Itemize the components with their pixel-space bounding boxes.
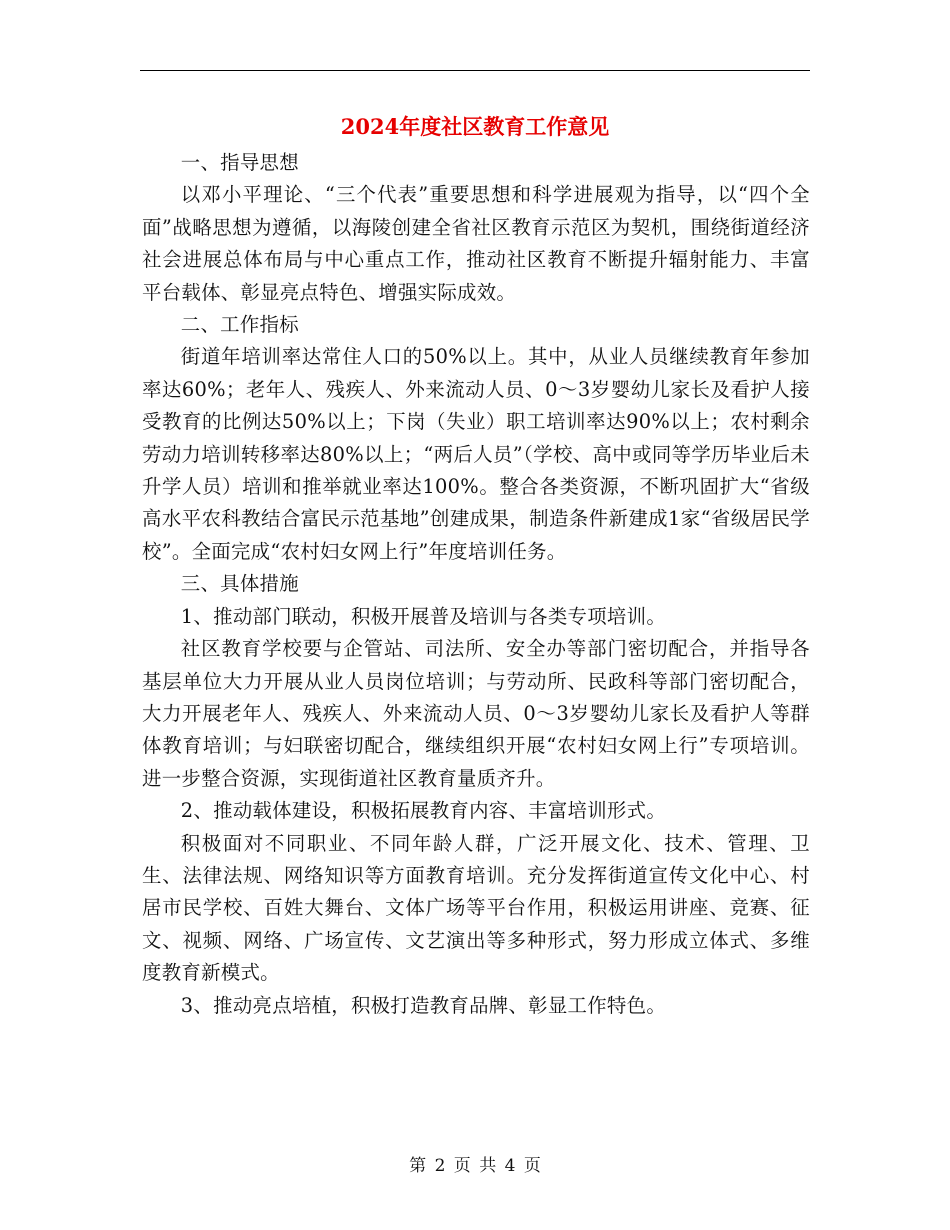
measure-heading-3: 3、推动亮点培植，积极打造教育品牌、彰显工作特色。 — [180, 993, 667, 1017]
header-rule — [140, 70, 810, 71]
section-heading-guiding-ideology: 一、指导思想 — [180, 151, 299, 174]
measure-heading-2: 2、推动载体建设，积极拓展教育内容、丰富培训形式。 — [180, 799, 667, 823]
measure-heading-1: 1、推动部门联动，积极开展普及培训与各类专项培训。 — [180, 604, 667, 628]
document-title: 2024年度社区教育工作意见 — [340, 114, 610, 139]
document-body — [142, 147, 810, 1022]
paragraph-work-targets: 街道年培训率达常住人口的50%以上。其中，从业人员继续教育年参加率达60%；老年人、残疾人、外来流动人员、0～3岁婴幼儿家长及看护人接受教育的比例达50%以上；下岗（失业）职工培训率达90%以上；农村剩余劳动力培训转移率达80%以上；“两后人员”（学校、高中或同等学历毕业后未升学人员）培训和推举就业率达100%。整合各类资源，不断巩固扩大“省级高水平农科教结合富民示范基地”创建成果，制造条件新建成1家“省级居民学校”。全面完成“农村妇女网上行”年度培训任务。 — [142, 345, 810, 563]
page-number-footer: 第 2 页 共 4 页 — [409, 1156, 541, 1176]
paragraph-measure-2: 积极面对不同职业、不同年龄人群，广泛开展文化、技术、管理、卫生、法律法规、网络知识等方面教育培训。充分发挥街道宣传文化中心、村居市民学校、百姓大舞台、文体广场等平台作用，积极运用讲座、竞赛、征文、视频、网络、广场宣传、文艺演出等多种形式，努力形成立体式、多维度教育新模式。 — [142, 831, 810, 985]
paragraph-measure-1: 社区教育学校要与企管站、司法所、安全办等部门密切配合，并指导各基层单位大力开展从业人员岗位培训；与劳动所、民政科等部门密切配合，大力开展老年人、残疾人、外来流动人员、0～3岁婴幼儿家长及看护人等群体教育培训；与妇联密切配合，继续组织开展“农村妇女网上行”专项培训。进一步整合资源，实现街道社区教育量质齐升。 — [142, 637, 810, 790]
section-heading-specific-measures: 三、具体措施 — [180, 572, 299, 596]
section-heading-work-targets: 二、工作指标 — [180, 313, 299, 337]
paragraph-guiding-ideology: 以邓小平理论、“三个代表”重要思想和科学进展观为指导，以“四个全面”战略思想为遵循，以海陵创建全省社区教育示范区为契机，围绕街道经济社会进展总体布局与中心重点工作，推动社区教育不断提升辐射能力、丰富平台载体、彰显亮点特色、增强实际成效。 — [142, 183, 810, 304]
